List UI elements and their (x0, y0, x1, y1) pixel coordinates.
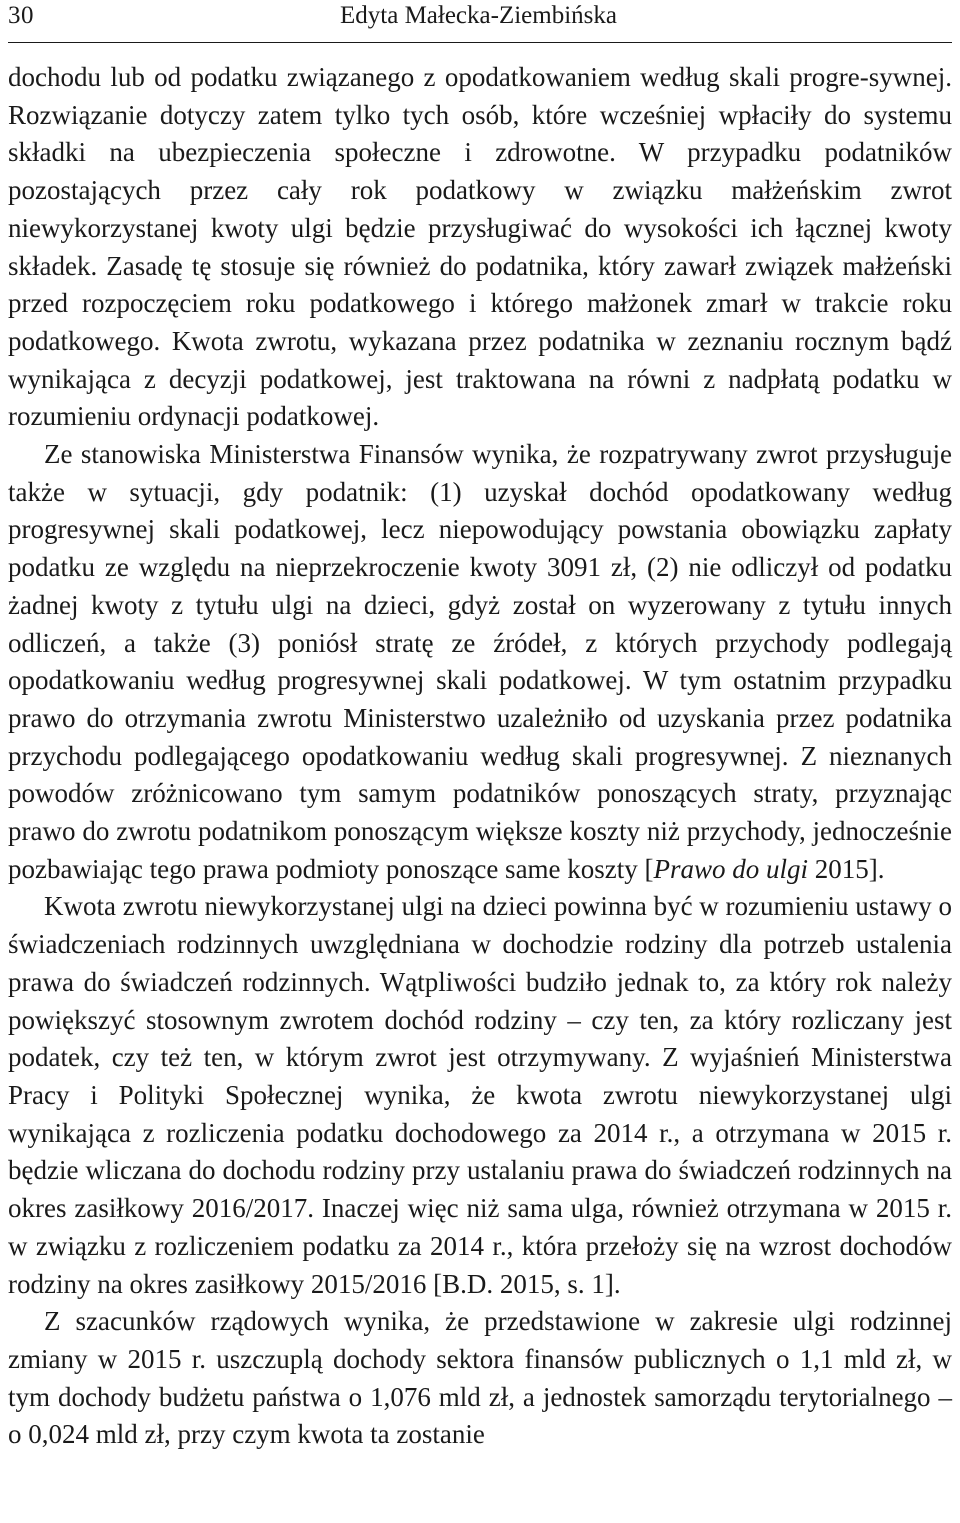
running-header-author: Edyta Małecka-Ziembińska (340, 2, 617, 29)
paragraph-3-text: Kwota zwrotu niewykorzystanej ulgi na dzieci powinna być w rozumieniu ustawy o świadczeniach rodzinnych uwzględniana w dochodzie rodziny dla potrzeb ustalenia prawa do świadczeń rodzinnych. Wątpliwości budziło jednak to, za który rok należy powiększyć stosownym zwrotem dochód rodziny – czy ten, za który rozliczany jest podatek, czy też ten, w którym zwrot jest otrzymywany. Z wyjaśnień Ministerstwa Pracy i Polityki Społecznej wynika, że kwota zwrotu niewykorzystanej ulgi wynikająca z rozliczenia podatku dochodowego za 2014 r., a otrzymana w 2015 r. będzie wliczana do dochodu rodziny przy ustalaniu prawa do świadczeń rodzinnych na okres zasiłkowy 2016/2017. Inaczej więc niż sama ulga, również otrzymana w 2015 r. w związku z rozliczeniem podatku za 2014 r., która przełoży się na wzrost dochodów rodziny na okres zasiłkowy 2015/2016 [B.D. 2015, s. 1]. (8, 891, 953, 1299)
paragraph-1 (8, 59, 952, 436)
body-text (8, 59, 952, 1454)
paragraph-2 (8, 436, 952, 888)
paragraph-3 (8, 888, 952, 1303)
paragraph-1-text: dochodu lub od podatku związanego z opodatkowaniem według skali progre-sywnej. Rozwiązanie dotyczy zatem tylko tych osób, które wcześniej wpłaciły do systemu składki na ubezpieczenia społeczne i zdrowotne. W przypadku podatników pozostających przez cały rok podatkowy w związku małżeńskim zwrot niewykorzystanej kwoty ulgi będzie przysługiwać do wysokości ich łącznej kwoty składek. Zasadę tę stosuje się również do podatnika, który zawarł związek małżeński przed rozpoczęciem roku podatkowego i którego małżonek zmarł w trakcie roku podatkowego. Kwota zwrotu, wykazana przez podatnika w zeznaniu rocznym bądź wynikająca z decyzji podatkowej, jest traktowana na równi z nadpłatą podatku w rozumieniu ordynacji podatkowej. (8, 62, 952, 432)
citation-year: 2015]. (808, 853, 885, 884)
citation-title: Prawo do ulgi (653, 853, 809, 884)
page-number: 30 (8, 2, 34, 29)
paragraph-4-text: Z szacunków rządowych wynika, że przedstawione w zakresie ulgi rodzinnej zmiany w 2015 r. uszczuplą dochody sektora finansów publicznych o 1,1 mld zł, w tym dochody budżetu państwa o 1,076 mld zł, a jednostek samorządu terytorialnego – o 0,024 mld zł, przy czym kwota ta zostanie (8, 1306, 952, 1450)
paragraph-2-text: Ze stanowiska Ministerstwa Finansów wynika, że rozpatrywany zwrot przysługuje także w sytuacji, gdy podatnik: (1) uzyskał dochód opodatkowany według progresywnej skali podatkowej, lecz niepowodujący powstania obowiązku zapłaty podatku ze względu na nieprzekroczenie kwoty 3091 zł, (2) nie odliczył od podatku żadnej kwoty z tytułu ulgi na dzieci, gdyż został on wyzerowany z tytułu innych odliczeń, a także (3) poniósł stratę ze źródeł, z których przychody podlegają opodatkowaniu według progresywnej skali podatkowej. W tym ostatnim przypadku prawo do otrzymania zwrotu Ministerstwo uzależniło od uzyskania przez podatnika przychodu podlegającego opodatkowaniu według skali progresywnej. Z nieznanych powodów zróżnicowano tym samym podatników ponoszących straty, przyznając prawo do zwrotu podatnikom ponoszącym większe koszty niż przychody, jednocześnie pozbawiając tego prawa podmioty ponoszące same koszty [ (8, 439, 952, 884)
paragraph-4 (8, 1303, 952, 1454)
running-header (8, 0, 952, 43)
